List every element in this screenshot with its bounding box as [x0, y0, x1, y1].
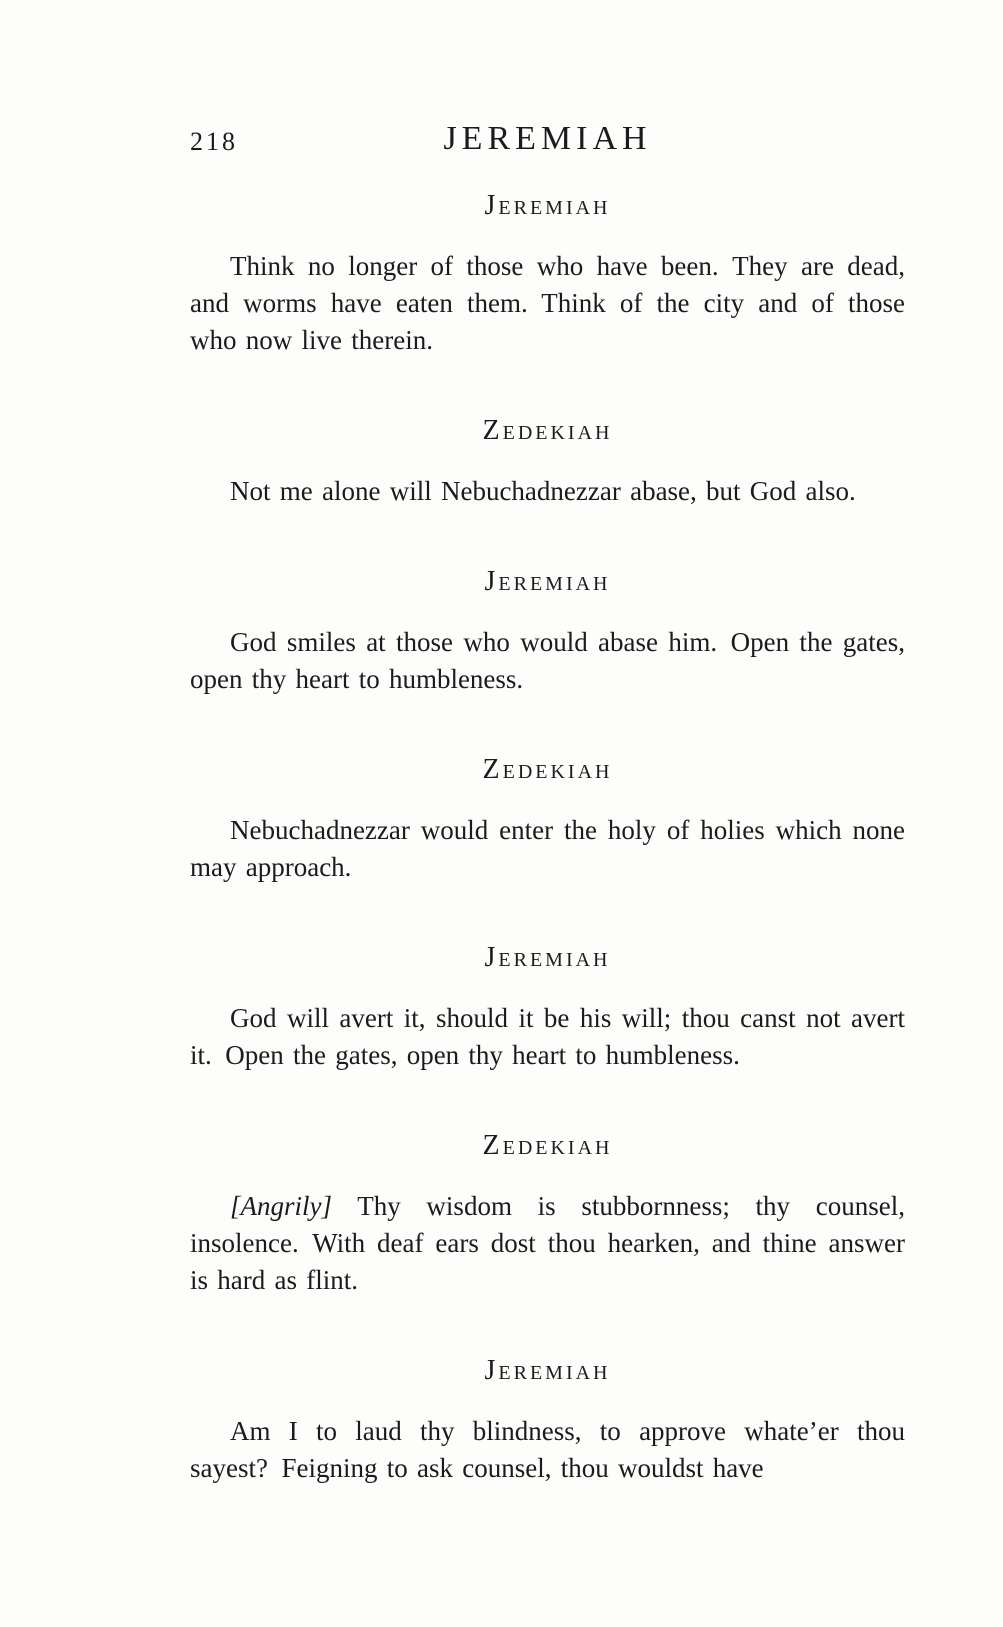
speaker-heading: Jeremiah [484, 190, 611, 221]
text-column [190, 120, 905, 1487]
dialogue-paragraph [190, 248, 905, 359]
speaker-heading: Zedekiah [482, 754, 613, 785]
dialogue-paragraph [190, 1000, 905, 1074]
speaker-heading: Jeremiah [484, 566, 611, 597]
dialogue-section [190, 415, 905, 510]
dialogue-paragraph [190, 812, 905, 886]
dialogue-section [190, 566, 905, 698]
page-number: 218 [190, 127, 238, 156]
dialogue-text: Not me alone will Nebuchadnezzar abase, but God also. [230, 476, 856, 506]
dialogue-text: Am I to laud thy blindness, to approve whate’er thou sayest? Feigning to ask counsel, thou wouldst have [190, 1416, 905, 1483]
dialogue-section [190, 1355, 905, 1487]
dialogue-text: God smiles at those who would abase him. Open the gates, open thy heart to humbleness. [190, 627, 905, 694]
dialogue-paragraph [190, 473, 905, 510]
speaker-heading: Zedekiah [482, 1130, 613, 1161]
dialogue-paragraph [190, 1188, 905, 1299]
speaker-heading: Jeremiah [484, 942, 611, 973]
dialogue-section [190, 942, 905, 1074]
dialogue-section [190, 754, 905, 886]
stage-direction: [Angrily] [230, 1191, 333, 1221]
dialogue-section [190, 1130, 905, 1299]
dialogue-text: Nebuchadnezzar would enter the holy of holies which none may approach. [190, 815, 905, 882]
dialogue-paragraph [190, 624, 905, 698]
page-header [190, 120, 905, 166]
dialogue-section [190, 190, 905, 359]
dialogue-text: Thy wisdom is stubbornness; thy counsel, insolence. With deaf ears dost thou hearken, and thine answer is hard as flint. [190, 1191, 905, 1295]
speaker-heading: Jeremiah [484, 1355, 611, 1386]
dialogue-text: God will avert it, should it be his will; thou canst not avert it. Open the gates, open thy heart to humbleness. [190, 1003, 905, 1070]
dialogue-text: Think no longer of those who have been. They are dead, and worms have eaten them. Think of the city and of those who now live therein. [190, 251, 905, 355]
running-header-title: JEREMIAH [443, 120, 652, 157]
speaker-heading: Zedekiah [482, 415, 613, 446]
dialogue-paragraph [190, 1413, 905, 1487]
